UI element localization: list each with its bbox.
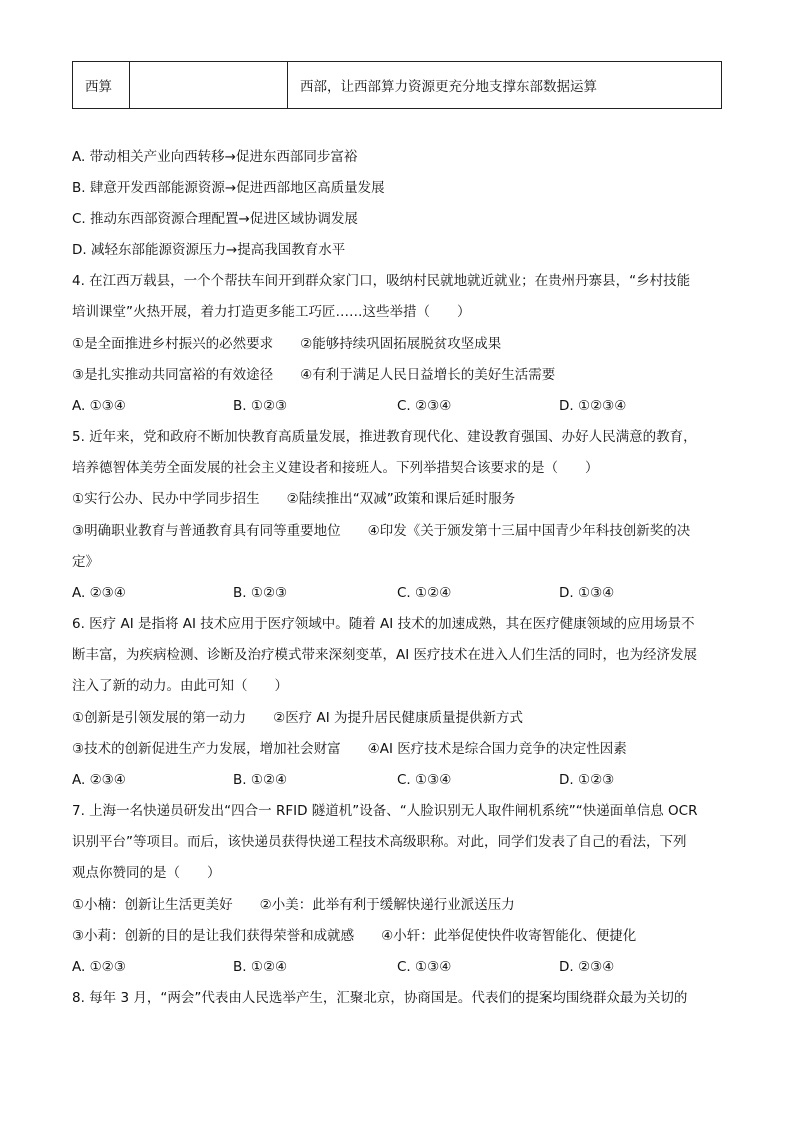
q6-statement-line-2: ③技术的创新促进生产力发展，增加社会财富 ④AI 医疗技术是综合国力竞争的决定性因素	[72, 741, 627, 757]
q6-option-a: A. ②③④	[72, 772, 126, 788]
q4-stem-line-1: 4. 在江西万载县，一个个帮扶车间开到群众家门口，吸纳村民就地就近就业；在贵州丹寨县，“乡村技能	[72, 273, 691, 289]
q4-statement-line-1: ①是全面推进乡村振兴的必然要求 ②能够持续巩固拓展脱贫攻坚成果	[72, 336, 502, 352]
q5-option-a: A. ②③④	[72, 585, 126, 601]
q6-options	[72, 770, 722, 790]
q4-statement-line-2: ③是扎实推动共同富裕的有效途径 ④有利于满足人民日益增长的美好生活需要	[72, 367, 556, 383]
q7-option-c: C. ①③④	[397, 959, 452, 975]
table-cell-name: 西算	[73, 62, 130, 109]
q4-option-b: B. ①②③	[233, 398, 288, 414]
q3-option-d: D. 减轻东部能源资源压力→提高我国教育水平	[72, 242, 346, 258]
q4-option-d: D. ①②③④	[559, 398, 627, 414]
q7-option-d: D. ②③④	[559, 959, 615, 975]
q7-stem-line-1: 7. 上海一名快递员研发出“四合一 RFID 隧道机”设备、“人脸识别无人取件闸机系统”“快递面单信息 OCR	[72, 803, 698, 819]
q5-option-b: B. ①②③	[233, 585, 288, 601]
q5-options	[72, 583, 722, 603]
table-row	[73, 62, 722, 109]
q5-statement-line-3: 定》	[72, 554, 99, 570]
q6-stem-line-2: 断丰富，为疾病检测、诊断及治疗模式带来深刻变革，AI 医疗技术在进入人们生活的同时，也为经济发展	[72, 647, 698, 663]
q4-stem-line-2: 培训课堂”火热开展，着力打造更多能工巧匠……这些举措（ ）	[72, 304, 471, 320]
table-cell-description: 西部，让西部算力资源更充分地支撑东部数据运算	[288, 62, 722, 109]
q7-stem-line-2: 识别平台”等项目。而后，该快递员获得快递工程技术高级职称。对此，同学们发表了自己的看法，下列	[72, 834, 687, 850]
q6-statement-line-1: ①创新是引领发展的第一动力 ②医疗 AI 为提升居民健康质量提供新方式	[72, 710, 524, 726]
q5-statement-line-1: ①实行公办、民办中学同步招生 ②陆续推出“双减”政策和课后延时服务	[72, 491, 516, 507]
q7-option-a: A. ①②③	[72, 959, 126, 975]
continuation-table	[72, 61, 722, 109]
table-cell-empty	[130, 62, 288, 109]
q6-stem-line-3: 注入了新的动力。由此可知（ ）	[72, 678, 288, 694]
q8-stem-line-1: 8. 每年 3 月，“两会”代表由人民选举产生，汇聚北京，协商国是。代表们的提案均围绕群众最为关切的	[72, 990, 688, 1006]
q6-stem-line-1: 6. 医疗 AI 是指将 AI 技术应用于医疗领域中。随着 AI 技术的加速成熟，其在医疗健康领域的应用场景不	[72, 616, 695, 632]
q6-option-c: C. ①③④	[397, 772, 452, 788]
q5-stem-line-1: 5. 近年来，党和政府不断加快教育高质量发展，推进教育现代化、建设教育强国、办好人民满意的教育，	[72, 429, 697, 445]
q5-option-d: D. ①③④	[559, 585, 615, 601]
q7-statement-line-2: ③小莉：创新的目的是让我们获得荣誉和成就感 ④小轩：此举促使快件收寄智能化、便捷化	[72, 928, 637, 944]
q7-stem-line-3: 观点你赞同的是（ ）	[72, 865, 221, 881]
q7-statement-line-1: ①小楠：创新让生活更美好 ②小美：此举有利于缓解快递行业派送压力	[72, 897, 515, 913]
q6-option-b: B. ①②④	[233, 772, 288, 788]
q4-option-a: A. ①③④	[72, 398, 126, 414]
q4-option-c: C. ②③④	[397, 398, 452, 414]
q4-options	[72, 396, 722, 416]
q6-option-d: D. ①②③	[559, 772, 615, 788]
q3-option-a: A. 带动相关产业向西转移→促进东西部同步富裕	[72, 149, 358, 165]
q3-option-c: C. 推动东西部资源合理配置→促进区域协调发展	[72, 211, 358, 227]
q7-options	[72, 957, 722, 977]
q7-option-b: B. ①②④	[233, 959, 288, 975]
q3-option-b: B. 肆意开发西部能源资源→促进西部地区高质量发展	[72, 180, 385, 196]
q5-stem-line-2: 培养德智体美劳全面发展的社会主义建设者和接班人。下列举措契合该要求的是（ ）	[72, 460, 599, 476]
q5-option-c: C. ①②④	[397, 585, 452, 601]
q5-statement-line-2: ③明确职业教育与普通教育具有同等重要地位 ④印发《关于颁发第十三届中国青少年科技创新奖的决	[72, 523, 691, 539]
